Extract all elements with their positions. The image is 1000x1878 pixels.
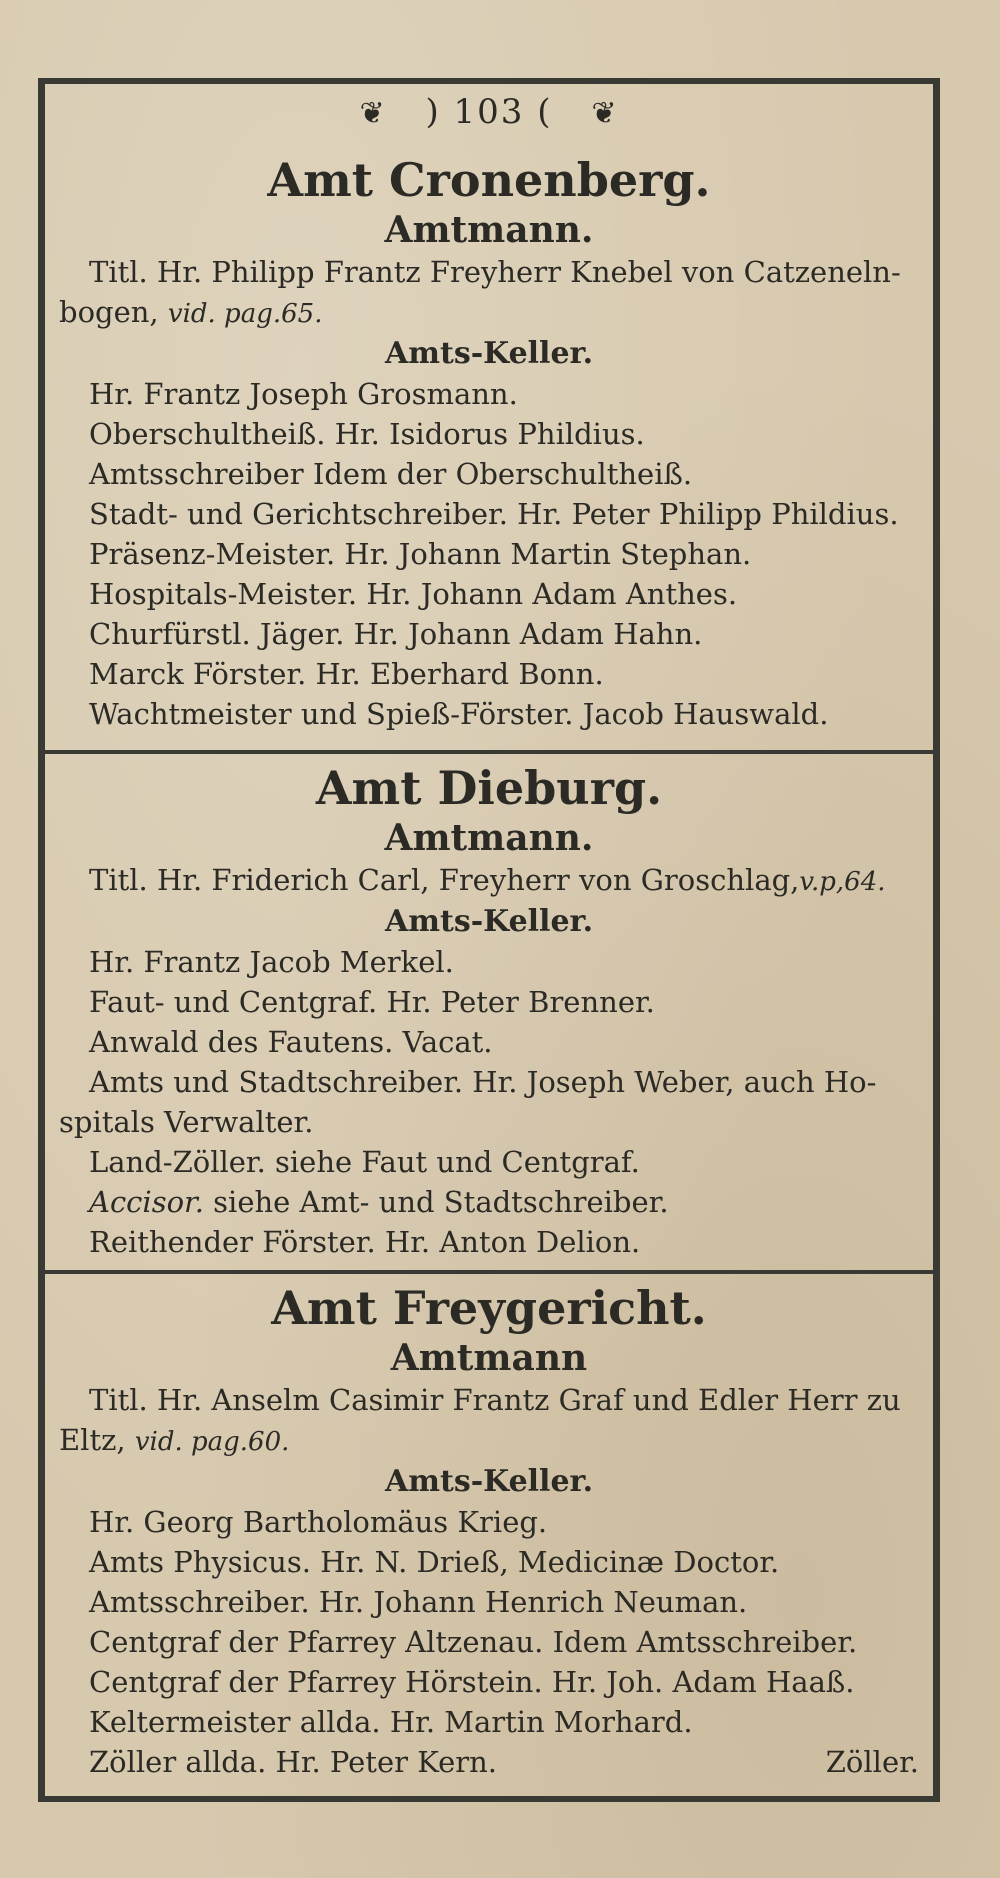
- ornament-left-icon: ❦: [359, 96, 387, 131]
- entry-line: Wachtmeister und Spieß-Förster. Jacob Hauswald.: [89, 697, 829, 731]
- page-header: [45, 92, 933, 132]
- amtmann-line: Titl. Hr. Anselm Casimir Frantz Graf und Edler Herr zu: [89, 1383, 901, 1417]
- page-frame: [38, 78, 940, 1802]
- amtmann-line-continued: [59, 1420, 919, 1462]
- accisor-text: siehe Amt- und Stadtschreiber.: [213, 1185, 669, 1219]
- entry-line: spitals Verwalter.: [59, 1105, 314, 1139]
- section-amt-cronenberg: [45, 152, 933, 750]
- entry-line: Faut- und Centgraf. Hr. Peter Brenner.: [89, 985, 655, 1019]
- page-reference: vid. pag.60.: [134, 1427, 290, 1457]
- entry-line: Hospitals-Meister. Hr. Johann Adam Anthes.: [89, 577, 738, 611]
- entry-line: Reithender Förster. Hr. Anton Delion.: [89, 1225, 641, 1259]
- entry-line: Centgraf der Pfarrey Hörstein. Hr. Joh. Adam Haaß.: [89, 1665, 855, 1699]
- amtmann-line-1: Titl. Hr. Friderich Carl, Freyherr von Groschlag,: [89, 863, 800, 897]
- page-number: ) 103 (: [425, 92, 553, 132]
- ornament-right-icon: ❦: [591, 96, 619, 131]
- entry-line: Amtsschreiber. Hr. Johann Henrich Neuman.: [89, 1585, 748, 1619]
- entry-line: Hr. Frantz Joseph Grosmann.: [89, 377, 518, 411]
- amtmann-line-2: bogen,: [59, 295, 159, 329]
- entry-line: Amts Physicus. Hr. N. Drieß, Medicinæ Doctor.: [89, 1545, 780, 1579]
- section-title: Amt Dieburg.: [315, 761, 663, 815]
- page-reference: v.p,64.: [799, 867, 886, 897]
- catchword: Zöller.: [825, 1745, 919, 1779]
- entry-line: Präsenz-Meister. Hr. Johann Martin Stephan.: [89, 537, 752, 571]
- amtmann-line-continued: [59, 292, 919, 334]
- section-amt-dieburg: [45, 760, 933, 1268]
- entry-line: Anwald des Fautens. Vacat.: [89, 1025, 493, 1059]
- section-amt-freygericht: [45, 1280, 933, 1800]
- amtmann-line: [59, 860, 919, 902]
- entry-line: Land-Zöller. siehe Faut und Centgraf.: [89, 1145, 640, 1179]
- entry-line: Keltermeister allda. Hr. Martin Morhard.: [89, 1705, 693, 1739]
- page-reference: vid. pag.65.: [167, 299, 323, 329]
- amtmann-line-2: Eltz,: [59, 1423, 126, 1457]
- entry-line: Centgraf der Pfarrey Altzenau. Idem Amtsschreiber.: [89, 1625, 858, 1659]
- entry-line: Churfürstl. Jäger. Hr. Johann Adam Hahn.: [89, 617, 703, 651]
- keller-heading: Amts-Keller.: [384, 1464, 594, 1499]
- section-divider: [45, 1270, 933, 1274]
- keller-heading: Amts-Keller.: [384, 904, 594, 939]
- amtmann-heading: Amtmann.: [384, 209, 594, 251]
- accisor-line: [59, 1182, 919, 1222]
- section-title: Amt Cronenberg.: [267, 153, 711, 207]
- entry-text: Zöller allda. Hr. Peter Kern.: [89, 1745, 498, 1779]
- section-divider: [45, 750, 933, 754]
- entry-line: Amtsschreiber Idem der Oberschultheiß.: [89, 457, 693, 491]
- section-title: Amt Freygericht.: [271, 1281, 707, 1335]
- entry-line: Stadt- und Gerichtschreiber. Hr. Peter Philipp Phildius.: [89, 497, 899, 531]
- entry-line: Oberschultheiß. Hr. Isidorus Phildius.: [89, 417, 645, 451]
- entry-line: Hr. Georg Bartholomäus Krieg.: [89, 1505, 548, 1539]
- entry-line-last: [59, 1742, 919, 1782]
- amtmann-heading: Amtmann: [390, 1337, 588, 1379]
- keller-heading: Amts-Keller.: [384, 336, 594, 371]
- amtmann-heading: Amtmann.: [384, 817, 594, 859]
- entry-line: Marck Förster. Hr. Eberhard Bonn.: [89, 657, 604, 691]
- amtmann-line: Titl. Hr. Philipp Frantz Freyherr Knebel von Catzeneln-: [89, 255, 901, 289]
- accisor-label: Accisor.: [89, 1185, 204, 1219]
- entry-line: Amts und Stadtschreiber. Hr. Joseph Weber, auch Ho-: [89, 1065, 877, 1099]
- entry-line: Hr. Frantz Jacob Merkel.: [89, 945, 454, 979]
